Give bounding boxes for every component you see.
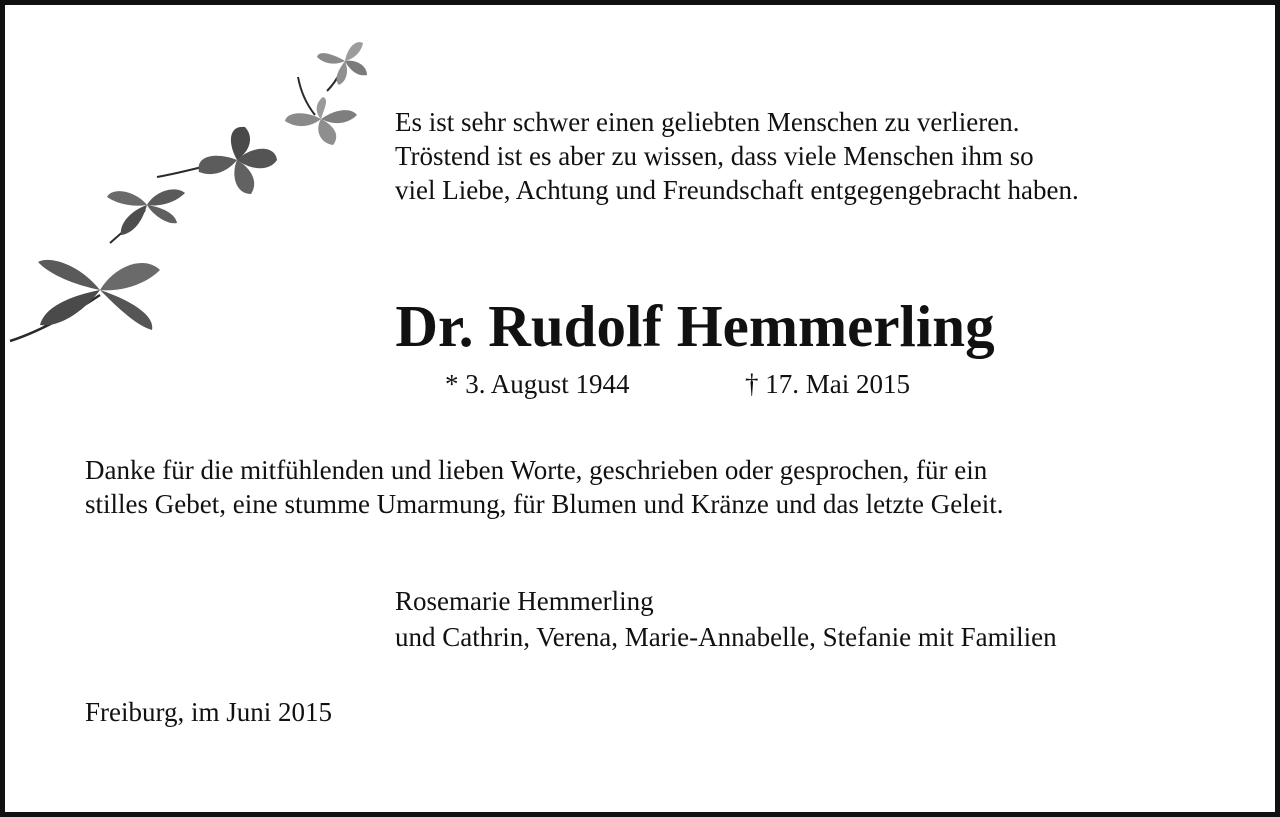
deceased-name: Dr. Rudolf Hemmerling bbox=[395, 293, 995, 359]
condolence-quote bbox=[395, 105, 1255, 207]
thanks-line: Danke für die mitfühlenden und lieben Worte, geschrieben oder gesprochen, für ein bbox=[85, 455, 988, 485]
signers-block bbox=[395, 583, 1255, 655]
birth-date: * 3. August 1944 bbox=[445, 369, 630, 399]
death-date: † 17. Mai 2015 bbox=[745, 369, 910, 399]
family-signers: und Cathrin, Verena, Marie-Annabelle, Stefanie mit Familien bbox=[395, 622, 1057, 652]
primary-signer: Rosemarie Hemmerling bbox=[395, 586, 654, 616]
quote-line: Tröstend ist es aber zu wissen, dass viele Menschen ihm so bbox=[395, 141, 1034, 171]
place-and-date: Freiburg, im Juni 2015 bbox=[85, 697, 333, 727]
quote-line: viel Liebe, Achtung und Freundschaft entgegengebracht haben. bbox=[395, 175, 1079, 205]
thanks-line: stilles Gebet, eine stumme Umarmung, für Blumen und Kränze und das letzte Geleit. bbox=[85, 489, 1004, 519]
quote-line: Es ist sehr schwer einen geliebten Menschen zu verlieren. bbox=[395, 107, 1020, 137]
thank-you-text bbox=[85, 453, 1255, 521]
